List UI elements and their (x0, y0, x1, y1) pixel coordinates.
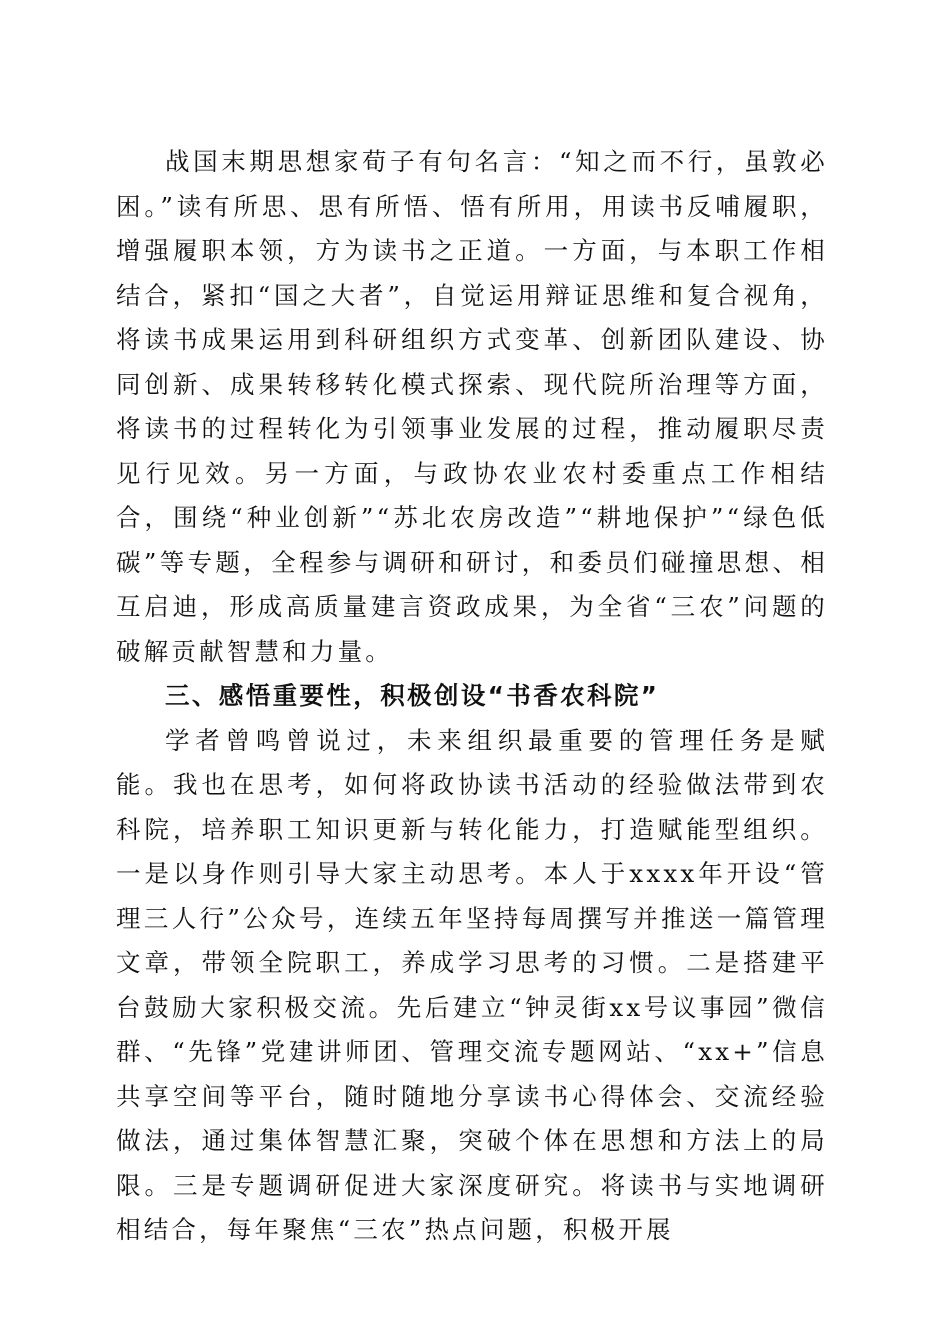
document-body (116, 140, 828, 1253)
paragraph-empowering-organization: 学者曾鸣曾说过，未来组织最重要的管理任务是赋能。我也在思考，如何将政协读书活动的经验做法带到农科院，培养职工知识更新与转化能力，打造赋能型组织。一是以身作则引导大家主动思考。本人于xxxx年开设“管理三人行”公众号，连续五年坚持每周撰写并推送一篇管理文章，带领全院职工，养成学习思考的习惯。二是搭建平台鼓励大家积极交流。先后建立“钟灵街xx号议事园”微信群、“先锋”党建讲师团、管理交流专题网站、“xx+”信息共享空间等平台，随时随地分享读书心得体会、交流经验做法，通过集体智慧汇聚，突破个体在思想和方法上的局限。三是专题调研促进大家深度研究。将读书与实地调研相结合，每年聚焦“三农”热点问题，积极开展 (116, 725, 828, 1244)
paragraph-reading-application: 战国末期思想家荀子有句名言：“知之而不行，虽敦必困。”读有所思、思有所悟、悟有所用，用读书反哺履职，增强履职本领，方为读书之正道。一方面，与本职工作相结合，紧扣“国之大者”，自觉运用辩证思维和复合视角，将读书成果运用到科研组织方式变革、创新团队建设、协同创新、成果转移转化模式探索、现代院所治理等方面，将读书的过程转化为引领事业发展的过程，推动履职尽责见行见效。另一方面，与政协农业农村委重点工作相结合，围绕“种业创新”“苏北农房改造”“耕地保护”“绿色低碳”等专题，全程参与调研和研讨，和委员们碰撞思想、相互启迪，形成高质量建言资政成果，为全省“三农”问题的破解贡献智慧和力量。 (116, 147, 828, 666)
section-heading-3: 三、感悟重要性，积极创设“书香农科院” (165, 681, 660, 710)
